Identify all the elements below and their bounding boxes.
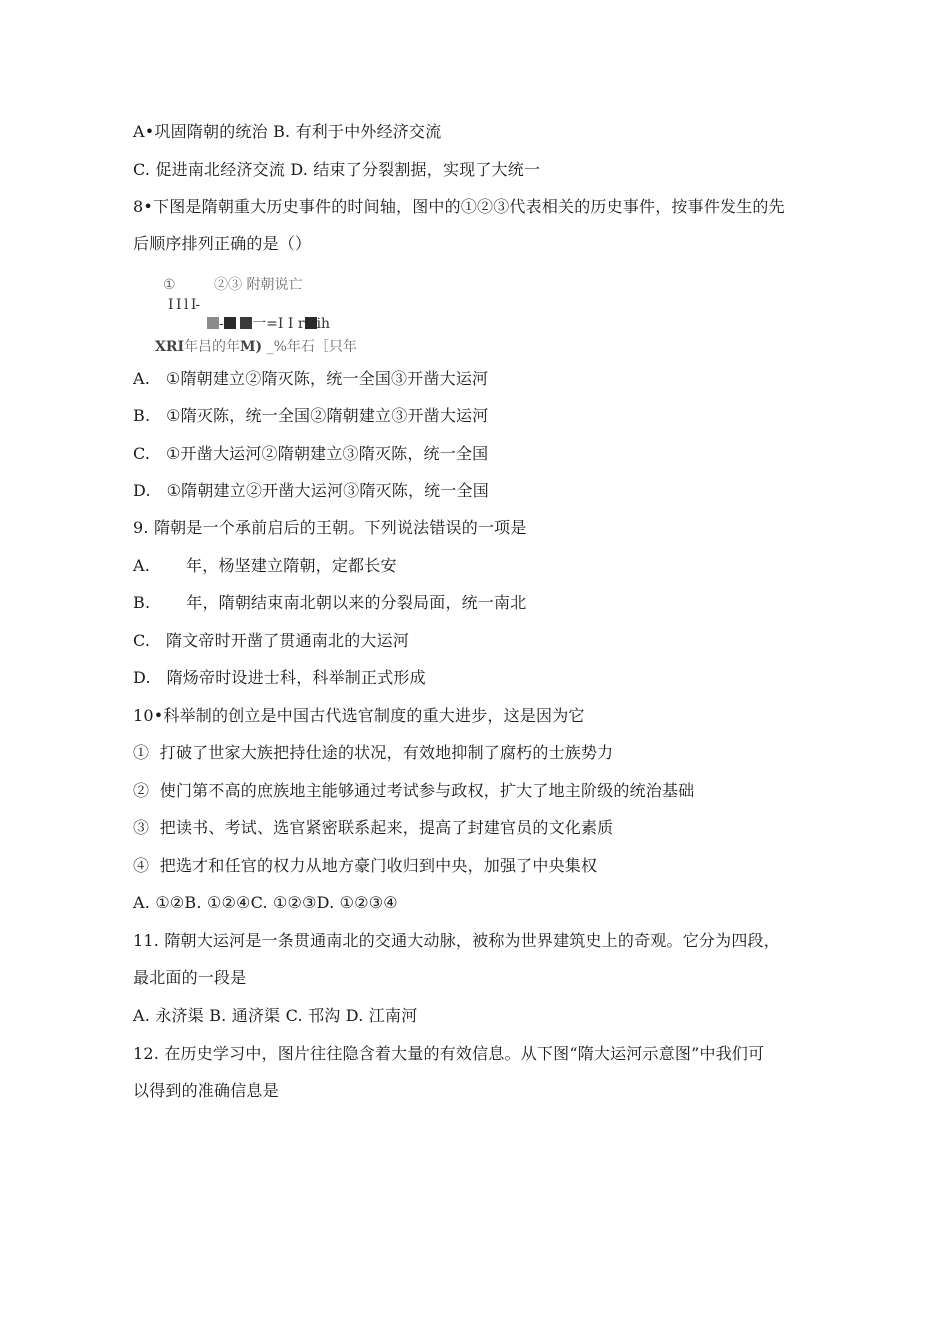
q9-option-b-text: 年，隋朝结束南北朝以来的分裂局面，统一南北 — [186, 593, 527, 612]
timeline-year-label-a: XRI — [155, 339, 185, 355]
q8-option-d: D. ①隋朝建立②开凿大运河③隋灭陈，统一全国 — [133, 481, 489, 500]
q10-options: A. ①②B. ①②④C. ①②③D. ①②③④ — [133, 893, 398, 912]
q11-stem-line2: 最北面的一段是 — [133, 968, 247, 987]
q7-options-ab: A•巩固隋朝的统治 B. 有利于中外经济交流 — [133, 122, 442, 141]
q10-stem: 10•科举制的创立是中国古代选官制度的重大进步，这是因为它 — [133, 706, 585, 725]
q11-options: A. 永济渠 B. 通济渠 C. 邗沟 D. 江南河 — [133, 1006, 418, 1025]
timeline-block-4 — [305, 317, 317, 329]
q11-stem-line1: 11. 隋朝大运河是一条贯通南北的交通大动脉，被称为世界建筑史上的奇观。它分为四段， — [133, 931, 780, 950]
timeline-axis-segment: 一=I I r — [252, 316, 305, 332]
q9-option-a — [133, 556, 397, 576]
q8-stem-line2: 后顺序排列正确的是（） — [133, 234, 312, 253]
timeline-axis — [207, 315, 330, 333]
q7-options-cd: C. 促进南北经济交流 D. 结束了分裂割据，实现了大统一 — [133, 160, 541, 179]
timeline-block-1 — [207, 317, 219, 329]
q9-option-b-label: B. — [133, 593, 151, 612]
q8-option-a: A. ①隋朝建立②隋灭陈，统一全国③开凿大运河 — [133, 369, 489, 388]
q8-option-b: B. ①隋灭陈，统一全国②隋朝建立③开凿大运河 — [133, 406, 489, 425]
q8-stem-line1: 8•下图是隋朝重大历史事件的时间轴，图中的①②③代表相关的历史事件，按事件发生的先 — [133, 197, 785, 216]
q9-option-c: C. 隋文帝时开凿了贯通南北的大运河 — [133, 631, 410, 650]
timeline-block-3 — [240, 317, 252, 329]
timeline-block-2 — [224, 317, 236, 329]
q10-statement-1: ① 打破了世家大族把持仕途的状况，有效地抑制了腐朽的士族势力 — [133, 743, 614, 762]
q12-stem-line2: 以得到的准确信息是 — [133, 1081, 279, 1100]
timeline-ticks: I I l I- — [168, 297, 200, 313]
timeline-dash: - — [219, 316, 224, 332]
q9-option-a-text: 年，杨坚建立隋朝，定都长安 — [186, 556, 397, 575]
q9-option-b — [133, 593, 526, 613]
timeline-years — [155, 338, 357, 356]
q9-stem: 9. 隋朝是一个承前启后的王朝。下列说法错误的一项是 — [133, 518, 527, 537]
timeline-year-text-a: 年吕的年 — [184, 339, 241, 355]
timeline-markers-2-3: ②③ 附朝说亡 — [214, 277, 303, 293]
q12-stem-line1: 12. 在历史学习中，图片往往隐含着大量的有效信息。从下图“隋大运河示意图”中我们可 — [133, 1044, 765, 1063]
q9-option-a-label: A. — [133, 556, 151, 575]
timeline-year-label-b: M) — [240, 339, 263, 355]
timeline-year-text-b: _%年石［只年 — [266, 339, 357, 355]
q10-statement-4: ④ 把选才和任官的权力从地方豪门收归到中央，加强了中央集权 — [133, 856, 598, 875]
timeline-axis-end: ih — [316, 316, 331, 332]
q10-statement-3: ③ 把读书、考试、选官紧密联系起来，提高了封建官员的文化素质 — [133, 818, 614, 837]
q9-option-d: D. 隋炀帝时设进士科，科举制正式形成 — [133, 668, 426, 687]
q8-option-c: C. ①开凿大运河②隋朝建立③隋灭陈，统一全国 — [133, 444, 489, 463]
timeline-marker-1: ① — [163, 277, 176, 293]
q10-statement-2: ② 使门第不高的庶族地主能够通过考试参与政权，扩大了地主阶级的统治基础 — [133, 781, 695, 800]
